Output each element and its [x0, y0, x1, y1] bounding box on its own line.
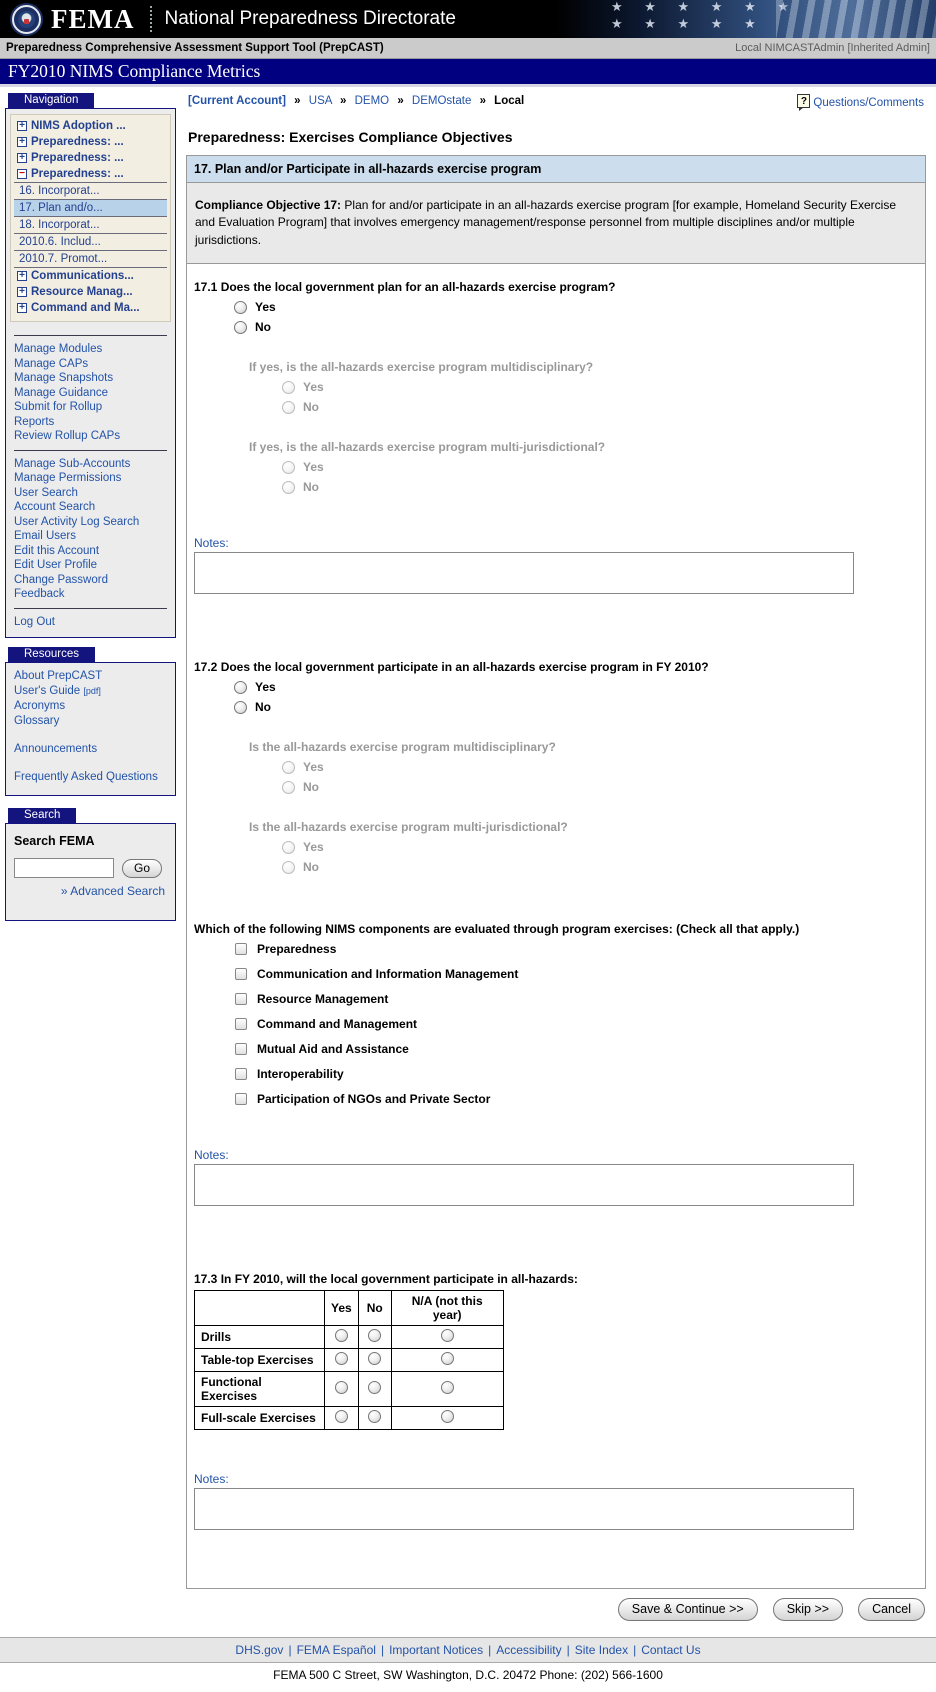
yes-label: Yes	[303, 760, 324, 775]
sidebar-link-submit-rollup[interactable]: Submit for Rollup	[14, 401, 103, 413]
sidebar-link-user-activity-log-search[interactable]: User Activity Log Search	[14, 515, 140, 528]
sidebar-link-faq[interactable]: Frequently Asked Questions	[14, 771, 158, 783]
footer-link-espanol[interactable]: FEMA Español	[296, 1643, 376, 1658]
sidebar-link-glossary[interactable]: Glossary	[14, 715, 60, 727]
go-button[interactable]: Go	[122, 859, 162, 878]
skip-button[interactable]: Skip >>	[773, 1598, 843, 1621]
q171-sub1-yes-option	[282, 380, 918, 394]
breadcrumb-separator: »	[479, 95, 486, 107]
q173-tabletop-no-radio[interactable]	[368, 1352, 381, 1365]
tree-item-label: 2010.6. Includ...	[19, 236, 101, 248]
sidebar	[5, 93, 176, 921]
q173-drills-na-radio[interactable]	[441, 1329, 454, 1342]
q173-fullscale-na-radio[interactable]	[441, 1410, 454, 1423]
tree-item-18[interactable]	[14, 217, 167, 234]
dhs-seal-icon	[12, 5, 41, 34]
footer-separator: |	[633, 1643, 637, 1658]
yes-label: Yes	[303, 460, 324, 475]
search-section-header: Search	[8, 808, 76, 823]
sidebar-link-user-search[interactable]: User Search	[14, 486, 78, 499]
footer-link-site-index[interactable]: Site Index	[574, 1643, 629, 1658]
divider	[14, 608, 167, 609]
q171-sub2-no-radio	[282, 481, 295, 494]
advanced-search-link[interactable]: » Advanced Search	[60, 884, 165, 898]
q173-tabletop-yes-radio[interactable]	[335, 1352, 348, 1365]
q172-no-radio[interactable]	[234, 701, 247, 714]
tree-item-label: 17. Plan and/o...	[19, 202, 103, 214]
tree-item-command-management[interactable]	[14, 300, 167, 316]
sidebar-link-users-guide[interactable]	[14, 684, 167, 699]
sidebar-link-log-out[interactable]: Log Out	[14, 615, 55, 628]
us-flag-image	[556, 0, 936, 38]
tree-item-label: Preparedness: ...	[31, 168, 124, 180]
directorate-title: National Preparedness Directorate	[164, 8, 456, 29]
q172-sub2-yes-radio	[282, 841, 295, 854]
sidebar-link-announcements[interactable]: Announcements	[14, 743, 98, 755]
navigation-panel	[5, 108, 176, 638]
sidebar-link-about-prepcast[interactable]: About PrepCAST	[14, 670, 103, 682]
spacer	[187, 594, 925, 644]
sidebar-links	[6, 327, 175, 637]
component-ngo-private-sector-checkbox[interactable]	[235, 1093, 247, 1105]
q173-functional-yes-radio[interactable]	[335, 1381, 348, 1394]
footer-links-bar	[0, 1637, 936, 1663]
footer-separator: |	[380, 1643, 385, 1658]
sidebar-link-manage-permissions[interactable]: Manage Permissions	[14, 472, 122, 484]
row-label: Full-scale Exercises	[195, 1407, 325, 1430]
component-interoperability-option[interactable]	[234, 1067, 918, 1081]
question-17-3-section	[187, 1256, 925, 1588]
questions-comments[interactable]	[797, 97, 924, 109]
table-row-fullscale	[195, 1407, 504, 1430]
q172-sub2-no-radio	[282, 861, 295, 874]
component-mutual-aid-option[interactable]	[234, 1042, 918, 1056]
tree-item-label: 18. Incorporat...	[19, 219, 100, 231]
q173-notes-textarea[interactable]	[194, 1488, 854, 1530]
q173-fullscale-yes-radio[interactable]	[335, 1410, 348, 1423]
row-label: Functional Exercises	[195, 1372, 325, 1407]
compliance-objective-box	[187, 183, 925, 264]
user-status: Local NIMCASTAdmin [Inherited Admin]	[735, 42, 930, 54]
search-fema-label: Search FEMA	[14, 834, 95, 848]
component-command-management-option[interactable]	[234, 1017, 918, 1031]
tree-item-preparedness-1[interactable]	[14, 134, 167, 150]
fema-logo: FEMA	[51, 3, 135, 34]
search-input[interactable]	[14, 858, 114, 878]
table-row-functional	[195, 1372, 504, 1407]
q171-sub2-yes-option	[282, 460, 918, 474]
sidebar-link-acronyms[interactable]: Acronyms	[14, 700, 66, 712]
checkbox-label: Mutual Aid and Assistance	[257, 1042, 409, 1057]
tree-item-communications[interactable]	[14, 268, 167, 284]
tree-item-17-selected[interactable]	[14, 200, 167, 217]
plus-icon[interactable]: +	[17, 271, 27, 281]
q173-header-row	[195, 1291, 504, 1326]
tree-item-preparedness-exercises[interactable]	[14, 166, 167, 183]
save-continue-button[interactable]: Save & Continue >>	[618, 1598, 758, 1621]
table-row-drills	[195, 1326, 504, 1349]
divider	[150, 6, 152, 32]
component-resource-management-checkbox[interactable]	[235, 993, 247, 1005]
plus-icon[interactable]: +	[17, 303, 27, 313]
component-communication-checkbox[interactable]	[235, 968, 247, 980]
q172-sub2-no-option	[282, 860, 918, 874]
footer-link-dhs[interactable]: DHS.gov	[235, 1643, 284, 1658]
component-resource-management-option[interactable]	[234, 992, 918, 1006]
objective-section-header: 17. Plan and/or Participate in all-hazards exercise program	[187, 156, 925, 183]
breadcrumb	[188, 95, 524, 107]
row-label: Table-top Exercises	[195, 1349, 325, 1372]
tree-item-label: Resource Manag...	[31, 286, 133, 298]
q173-table	[194, 1290, 504, 1430]
breadcrumb-row	[188, 95, 924, 109]
checkbox-label: Resource Management	[257, 992, 389, 1007]
q171-yes-radio[interactable]	[234, 301, 247, 314]
sidebar-link-edit-user-profile[interactable]: Edit User Profile	[14, 559, 98, 571]
question-17-2-section	[187, 644, 925, 1206]
resources-section-header: Resources	[8, 647, 95, 662]
spacer	[194, 880, 918, 914]
page-banner-text: FY2010 NIMS Compliance Metrics	[8, 61, 261, 81]
page-banner	[0, 59, 936, 87]
component-ngo-private-sector-option[interactable]	[234, 1092, 918, 1106]
footer-separator: |	[288, 1643, 292, 1658]
yes-label: Yes	[303, 380, 324, 395]
q172-no-option[interactable]	[234, 700, 918, 714]
q171-no-option[interactable]	[234, 320, 918, 334]
footer-separator: |	[566, 1643, 570, 1658]
empty-header-cell	[195, 1291, 325, 1326]
app-title: Preparedness Comprehensive Assessment Support Tool (PrepCAST)	[6, 42, 384, 54]
q173-notes-block	[194, 1472, 918, 1530]
sidebar-link-email-users[interactable]: Email Users	[14, 530, 76, 542]
q171-sub1-yes-radio	[282, 381, 295, 394]
q172-sub1-no-radio	[282, 781, 295, 794]
spacer	[5, 638, 176, 647]
q171-sub1-no-radio	[282, 401, 295, 414]
search-row	[14, 858, 167, 878]
breadcrumb-usa-link[interactable]: USA	[308, 95, 332, 107]
sidebar-link-change-password[interactable]: Change Password	[14, 573, 108, 586]
sidebar-link-account-search[interactable]: Account Search	[14, 501, 96, 513]
component-communication-option[interactable]	[234, 967, 918, 981]
breadcrumb-demostate-link[interactable]: DEMOstate	[411, 95, 472, 107]
spacer	[194, 1530, 918, 1588]
objective-text: Plan for and/or participate in an all-hazards exercise program [for example, Homeland Security Exercise and Evaluation Program] that involves emergency management/response personnel from multiple disciplines and/or multiple jurisdictions.	[195, 198, 896, 247]
tree-item-16[interactable]	[14, 183, 167, 200]
q171-sub2-yes-radio	[282, 461, 295, 474]
q171-notes-block	[194, 536, 918, 594]
component-command-management-checkbox[interactable]	[235, 1018, 247, 1030]
cancel-button[interactable]: Cancel	[858, 1598, 925, 1621]
pdf-tag: [pdf]	[83, 686, 101, 696]
spacer	[187, 1206, 925, 1256]
minus-icon[interactable]: −	[17, 169, 27, 179]
no-label: No	[303, 400, 319, 415]
breadcrumb-separator: »	[397, 95, 404, 107]
question-17-1-section	[187, 264, 925, 594]
q173-drills-no-radio[interactable]	[368, 1329, 381, 1342]
sidebar-link-feedback[interactable]: Feedback	[14, 588, 65, 600]
q172-notes-block	[194, 1148, 918, 1206]
q171-sub1-no-option	[282, 400, 918, 414]
component-preparedness-checkbox[interactable]	[235, 943, 247, 955]
page-layout	[0, 87, 936, 1621]
yes-label: Yes	[255, 300, 276, 315]
na-column-header: N/A (not this year)	[391, 1291, 503, 1326]
divider	[14, 450, 167, 451]
row-label: Drills	[195, 1326, 325, 1349]
sidebar-link-reports[interactable]: Reports	[14, 415, 55, 428]
tree-item-2010-7[interactable]	[14, 251, 167, 268]
question-bubble-icon: ?	[797, 94, 810, 108]
question-17-3-text: 17.3 In FY 2010, will the local government participate in all-hazards:	[194, 1272, 578, 1287]
breadcrumb-demo-link[interactable]: DEMO	[354, 95, 390, 107]
plus-icon[interactable]: +	[17, 121, 27, 131]
breadcrumb-current-account-link[interactable]: [Current Account]	[188, 95, 286, 107]
q172-sub1-yes-radio	[282, 761, 295, 774]
sidebar-link-edit-this-account[interactable]: Edit this Account	[14, 544, 100, 557]
q172-sub1-yes-option	[282, 760, 918, 774]
top-header-bar	[0, 0, 936, 38]
plus-icon[interactable]: +	[17, 287, 27, 297]
q173-tabletop-na-radio[interactable]	[441, 1352, 454, 1365]
question-17-1-text: 17.1 Does the local government plan for an all-hazards exercise program?	[194, 280, 616, 295]
sidebar-link-manage-sub-accounts[interactable]: Manage Sub-Accounts	[14, 457, 131, 470]
q172-sub2-text: Is the all-hazards exercise program multi-jurisdictional?	[249, 820, 568, 835]
no-label: No	[255, 320, 271, 335]
component-mutual-aid-checkbox[interactable]	[235, 1043, 247, 1055]
tree-item-label: Preparedness: ...	[31, 152, 124, 164]
resources-panel	[5, 662, 176, 796]
divider	[14, 335, 167, 336]
q172-sub1-no-option	[282, 780, 918, 794]
sidebar-link-manage-caps[interactable]: Manage CAPs	[14, 357, 89, 370]
search-panel	[5, 823, 176, 921]
q171-sub2-no-option	[282, 480, 918, 494]
components-question-text: Which of the following NIMS components are evaluated through program exercises: (Check all that apply.)	[194, 922, 800, 937]
q173-drills-yes-radio[interactable]	[335, 1329, 348, 1342]
checkbox-label: Communication and Information Management	[257, 967, 519, 982]
q171-sub2-text: If yes, is the all-hazards exercise program multi-jurisdictional?	[249, 440, 606, 455]
plus-icon[interactable]: +	[17, 153, 27, 163]
breadcrumb-current: Local	[494, 95, 525, 107]
yes-label: Yes	[255, 680, 276, 695]
tree-item-label: Command and Ma...	[31, 302, 140, 314]
q173-functional-no-radio[interactable]	[368, 1381, 381, 1394]
question-17-2-text: 17.2 Does the local government participate in an all-hazards exercise program in FY 2010?	[194, 660, 709, 675]
q171-notes-textarea[interactable]	[194, 552, 854, 594]
plus-icon[interactable]: +	[17, 137, 27, 147]
tree-item-label: 2010.7. Promot...	[19, 253, 108, 265]
notes-label: Notes:	[194, 1472, 229, 1487]
form-content-box	[186, 155, 926, 1589]
questions-comments-link[interactable]: Questions/Comments	[813, 97, 924, 109]
tree-item-label: Preparedness: ...	[31, 136, 124, 148]
q172-notes-textarea[interactable]	[194, 1164, 854, 1206]
footer-link-accessibility[interactable]: Accessibility	[496, 1643, 562, 1658]
page-title: Preparedness: Exercises Compliance Objectives	[188, 129, 513, 145]
spacer	[5, 796, 176, 808]
sidebar-link-manage-modules[interactable]: Manage Modules	[14, 343, 103, 355]
tree-item-resource-management[interactable]	[14, 284, 167, 300]
no-label: No	[255, 700, 271, 715]
q171-sub1-text: If yes, is the all-hazards exercise program multidisciplinary?	[249, 360, 594, 375]
notes-label: Notes:	[194, 1148, 229, 1163]
q171-yes-option[interactable]	[234, 300, 918, 314]
notes-label: Notes:	[194, 536, 229, 551]
no-column-header: No	[358, 1291, 391, 1326]
tree-item-preparedness-2[interactable]	[14, 150, 167, 166]
form-buttons	[187, 1598, 925, 1621]
table-row-tabletop	[195, 1349, 504, 1372]
q171-no-radio[interactable]	[234, 321, 247, 334]
yes-column-header: Yes	[325, 1291, 359, 1326]
q172-sub2-yes-option	[282, 840, 918, 854]
checkbox-label: Participation of NGOs and Private Sector	[257, 1092, 491, 1107]
yes-label: Yes	[303, 840, 324, 855]
sidebar-link-manage-snapshots[interactable]: Manage Snapshots	[14, 372, 114, 384]
footer-separator: |	[488, 1643, 492, 1658]
app-title-bar	[0, 38, 936, 59]
tree-item-label: 16. Incorporat...	[19, 185, 100, 197]
no-label: No	[303, 860, 319, 875]
checkbox-label: Preparedness	[257, 942, 337, 957]
breadcrumb-separator: »	[294, 95, 301, 107]
tree-item-label: NIMS Adoption ...	[31, 120, 126, 132]
component-preparedness-option[interactable]	[234, 942, 918, 956]
q172-yes-option[interactable]	[234, 680, 918, 694]
tree-item-2010-6[interactable]	[14, 234, 167, 251]
q172-sub1-text: Is the all-hazards exercise program multidisciplinary?	[249, 740, 556, 755]
no-label: No	[303, 780, 319, 795]
footer-address: FEMA 500 C Street, SW Washington, D.C. 20472 Phone: (202) 566-1600	[273, 1668, 663, 1683]
component-interoperability-checkbox[interactable]	[235, 1068, 247, 1080]
navigation-section-header: Navigation	[8, 93, 94, 108]
no-label: No	[303, 480, 319, 495]
link-label: User's Guide	[14, 685, 81, 697]
checkbox-label: Command and Management	[257, 1017, 418, 1032]
main-content	[186, 93, 926, 1621]
nav-tree	[10, 114, 171, 322]
objective-label: Compliance Objective 17:	[195, 198, 342, 212]
sidebar-link-manage-guidance[interactable]: Manage Guidance	[14, 386, 108, 399]
footer-link-important-notices[interactable]: Important Notices	[389, 1643, 484, 1658]
sidebar-link-review-rollup-caps[interactable]: Review Rollup CAPs	[14, 430, 121, 442]
q173-functional-na-radio[interactable]	[441, 1381, 454, 1394]
tree-item-label: Communications...	[31, 270, 134, 282]
breadcrumb-separator: »	[340, 95, 347, 107]
footer-link-contact-us[interactable]: Contact Us	[641, 1643, 701, 1658]
checkbox-label: Interoperability	[257, 1067, 344, 1082]
q172-yes-radio[interactable]	[234, 681, 247, 694]
tree-item-nims-adoption[interactable]	[14, 118, 167, 134]
q173-fullscale-no-radio[interactable]	[368, 1410, 381, 1423]
